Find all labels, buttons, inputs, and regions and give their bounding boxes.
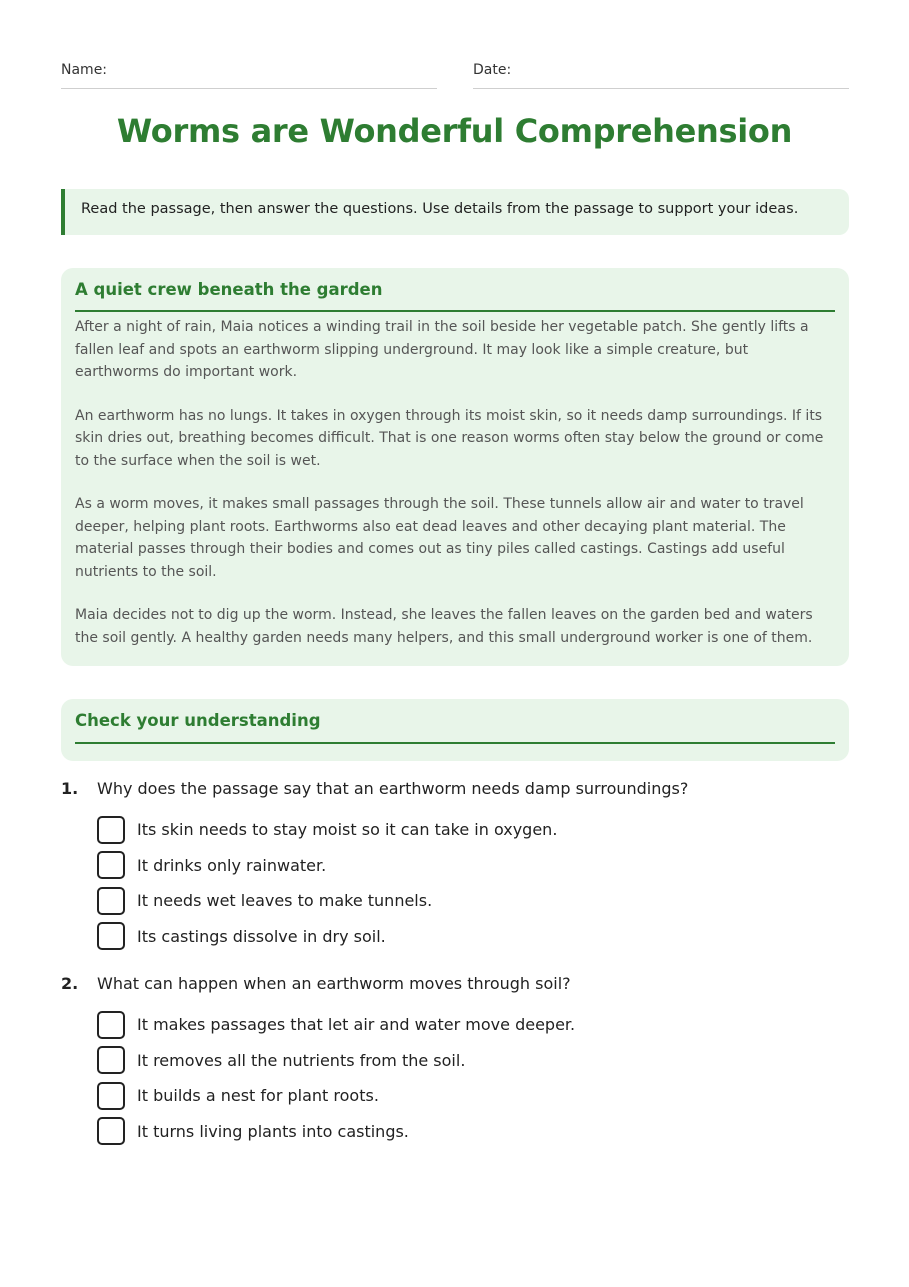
passage-box bbox=[61, 268, 849, 666]
passage-paragraph: Maia decides not to dig up the worm. Instead, she leaves the fallen leaves on the garden bed and waters the soil gently. A healthy garden needs many helpers, and this small underground worker is one of them. bbox=[75, 607, 813, 646]
option-item[interactable] bbox=[97, 848, 849, 884]
check-understanding-box bbox=[61, 699, 849, 761]
option-list bbox=[97, 1007, 849, 1149]
option-label: It removes all the nutrients from the soil. bbox=[137, 1050, 466, 1070]
checkbox[interactable] bbox=[97, 851, 125, 879]
option-item[interactable] bbox=[97, 883, 849, 919]
checkbox[interactable] bbox=[97, 887, 125, 915]
question-text: Why does the passage say that an earthworm needs damp surroundings? bbox=[97, 779, 689, 798]
checkbox[interactable] bbox=[97, 816, 125, 844]
passage-paragraph: An earthworm has no lungs. It takes in oxygen through its moist skin, so it needs damp surroundings. If its skin dries out, breathing becomes difficult. That is one reason worms often stay below the ground or come to the surface when the soil is wet. bbox=[75, 407, 824, 469]
option-label: Its castings dissolve in dry soil. bbox=[137, 926, 386, 946]
passage-heading: A quiet crew beneath the garden bbox=[75, 280, 835, 312]
question-number: 2. bbox=[61, 974, 79, 993]
checkbox[interactable] bbox=[97, 1082, 125, 1110]
question-2 bbox=[61, 974, 849, 1149]
checkbox[interactable] bbox=[97, 1046, 125, 1074]
question-1 bbox=[61, 779, 849, 954]
option-label: It makes passages that let air and water move deeper. bbox=[137, 1015, 576, 1035]
name-label: Name: bbox=[61, 62, 108, 78]
option-label: Its skin needs to stay moist so it can take in oxygen. bbox=[137, 820, 558, 840]
checkbox[interactable] bbox=[97, 922, 125, 950]
passage-paragraph: After a night of rain, Maia notices a winding trail in the soil beside her vegetable patch. She gently lifts a fallen leaf and spots an earthworm slipping underground. It may look like a simple creature, but earthworms do important work. bbox=[75, 319, 809, 380]
header-fields bbox=[61, 62, 849, 89]
option-item[interactable] bbox=[97, 919, 849, 955]
option-item[interactable] bbox=[97, 1007, 849, 1043]
name-field[interactable] bbox=[61, 62, 437, 89]
checkbox[interactable] bbox=[97, 1011, 125, 1039]
date-label: Date: bbox=[473, 62, 512, 78]
checkbox[interactable] bbox=[97, 1117, 125, 1145]
option-list bbox=[97, 812, 849, 954]
question-text: What can happen when an earthworm moves through soil? bbox=[97, 974, 571, 993]
option-label: It turns living plants into castings. bbox=[137, 1121, 409, 1141]
instructions-box bbox=[61, 189, 849, 235]
option-label: It drinks only rainwater. bbox=[137, 855, 327, 875]
page-title: Worms are Wonderful Comprehension bbox=[116, 112, 793, 150]
option-label: It needs wet leaves to make tunnels. bbox=[137, 891, 433, 911]
option-item[interactable] bbox=[97, 1114, 849, 1150]
option-item[interactable] bbox=[97, 1043, 849, 1079]
instructions-text: Read the passage, then answer the questions. Use details from the passage to support your ideas. bbox=[81, 201, 799, 217]
option-label: It builds a nest for plant roots. bbox=[137, 1086, 379, 1106]
option-item[interactable] bbox=[97, 812, 849, 848]
date-field[interactable] bbox=[473, 62, 849, 89]
option-item[interactable] bbox=[97, 1078, 849, 1114]
question-number: 1. bbox=[61, 779, 79, 798]
check-heading: Check your understanding bbox=[75, 711, 835, 744]
passage-paragraph: As a worm moves, it makes small passages through the soil. These tunnels allow air and water to travel deeper, helping plant roots. Earthworms also eat dead leaves and other decaying plant material. The material passes through their bodies and comes out as tiny piles called castings. Castings add useful nutrients to the soil. bbox=[75, 496, 804, 580]
